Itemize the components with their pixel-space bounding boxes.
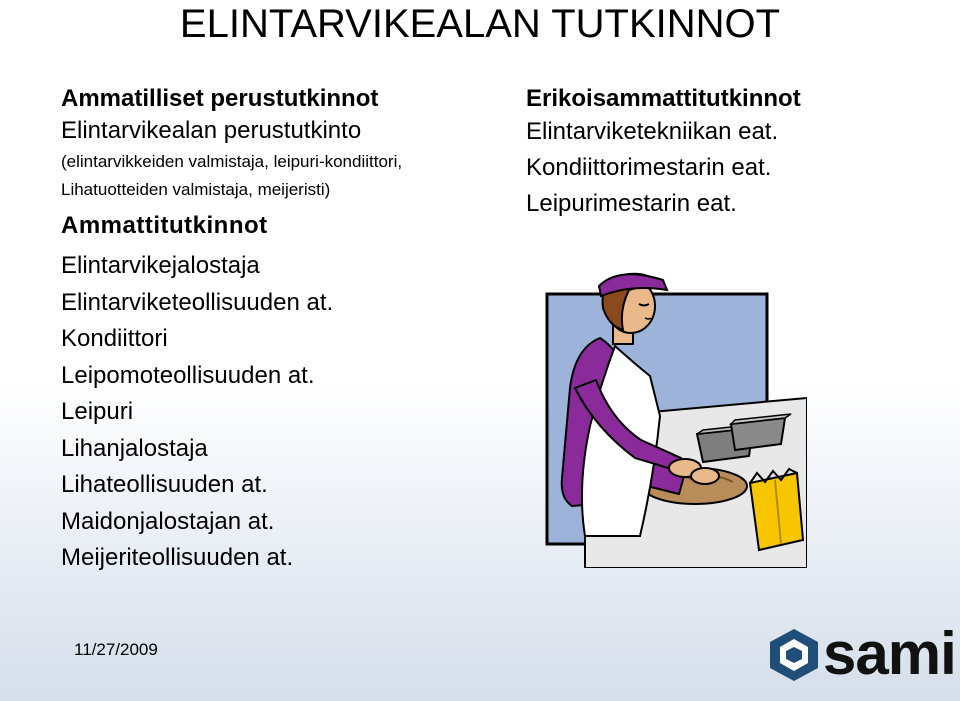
note-line: Lihatuotteiden valmistaja, meijeristi) [61, 180, 331, 199]
sami-hexagon-icon [766, 627, 822, 683]
list-item: Elintarviketekniikan eat. [526, 118, 779, 145]
list-item: Leipomoteollisuuden at. [61, 361, 315, 389]
heading-vocational-qualifications: Ammattitutkinnot [61, 212, 268, 239]
list-item: Lihanjalostaja [61, 434, 208, 462]
heading-basic-qualifications: Ammatilliset perustutkinnot [61, 85, 379, 112]
left-column [61, 84, 481, 577]
right-column [526, 84, 946, 222]
baker-kneading-dough-illustration [545, 268, 807, 568]
footer-date: 11/27/2009 [74, 640, 158, 659]
list-item: Elintarviketeollisuuden at. [61, 288, 334, 316]
list-item: Kondiittorimestarin eat. [526, 154, 772, 181]
sami-logo [766, 620, 960, 687]
hand [691, 468, 719, 484]
list-item: Leipuri [61, 398, 134, 425]
note-line: (elintarvikkeiden valmistaja, leipuri-kondiittori, [61, 152, 403, 171]
list-item: Kondiittori [61, 325, 168, 352]
list-item: Leipurimestarin eat. [526, 190, 737, 217]
page-title: ELINTARVIKEALAN TUTKINNOT [179, 2, 781, 46]
logo-wordmark: sami [823, 620, 956, 687]
list-item: Elintarvikejalostaja [61, 252, 260, 279]
list-item: Maidonjalostajan at. [61, 507, 275, 535]
list-item: Lihateollisuuden at. [61, 471, 268, 498]
heading-specialist-qualifications: Erikoisammattitutkinnot [526, 85, 801, 112]
flour-bag-icon [750, 469, 803, 550]
list-item: Meijeriteollisuuden at. [61, 544, 294, 571]
list-item: Elintarvikealan perustutkinto [61, 117, 362, 144]
